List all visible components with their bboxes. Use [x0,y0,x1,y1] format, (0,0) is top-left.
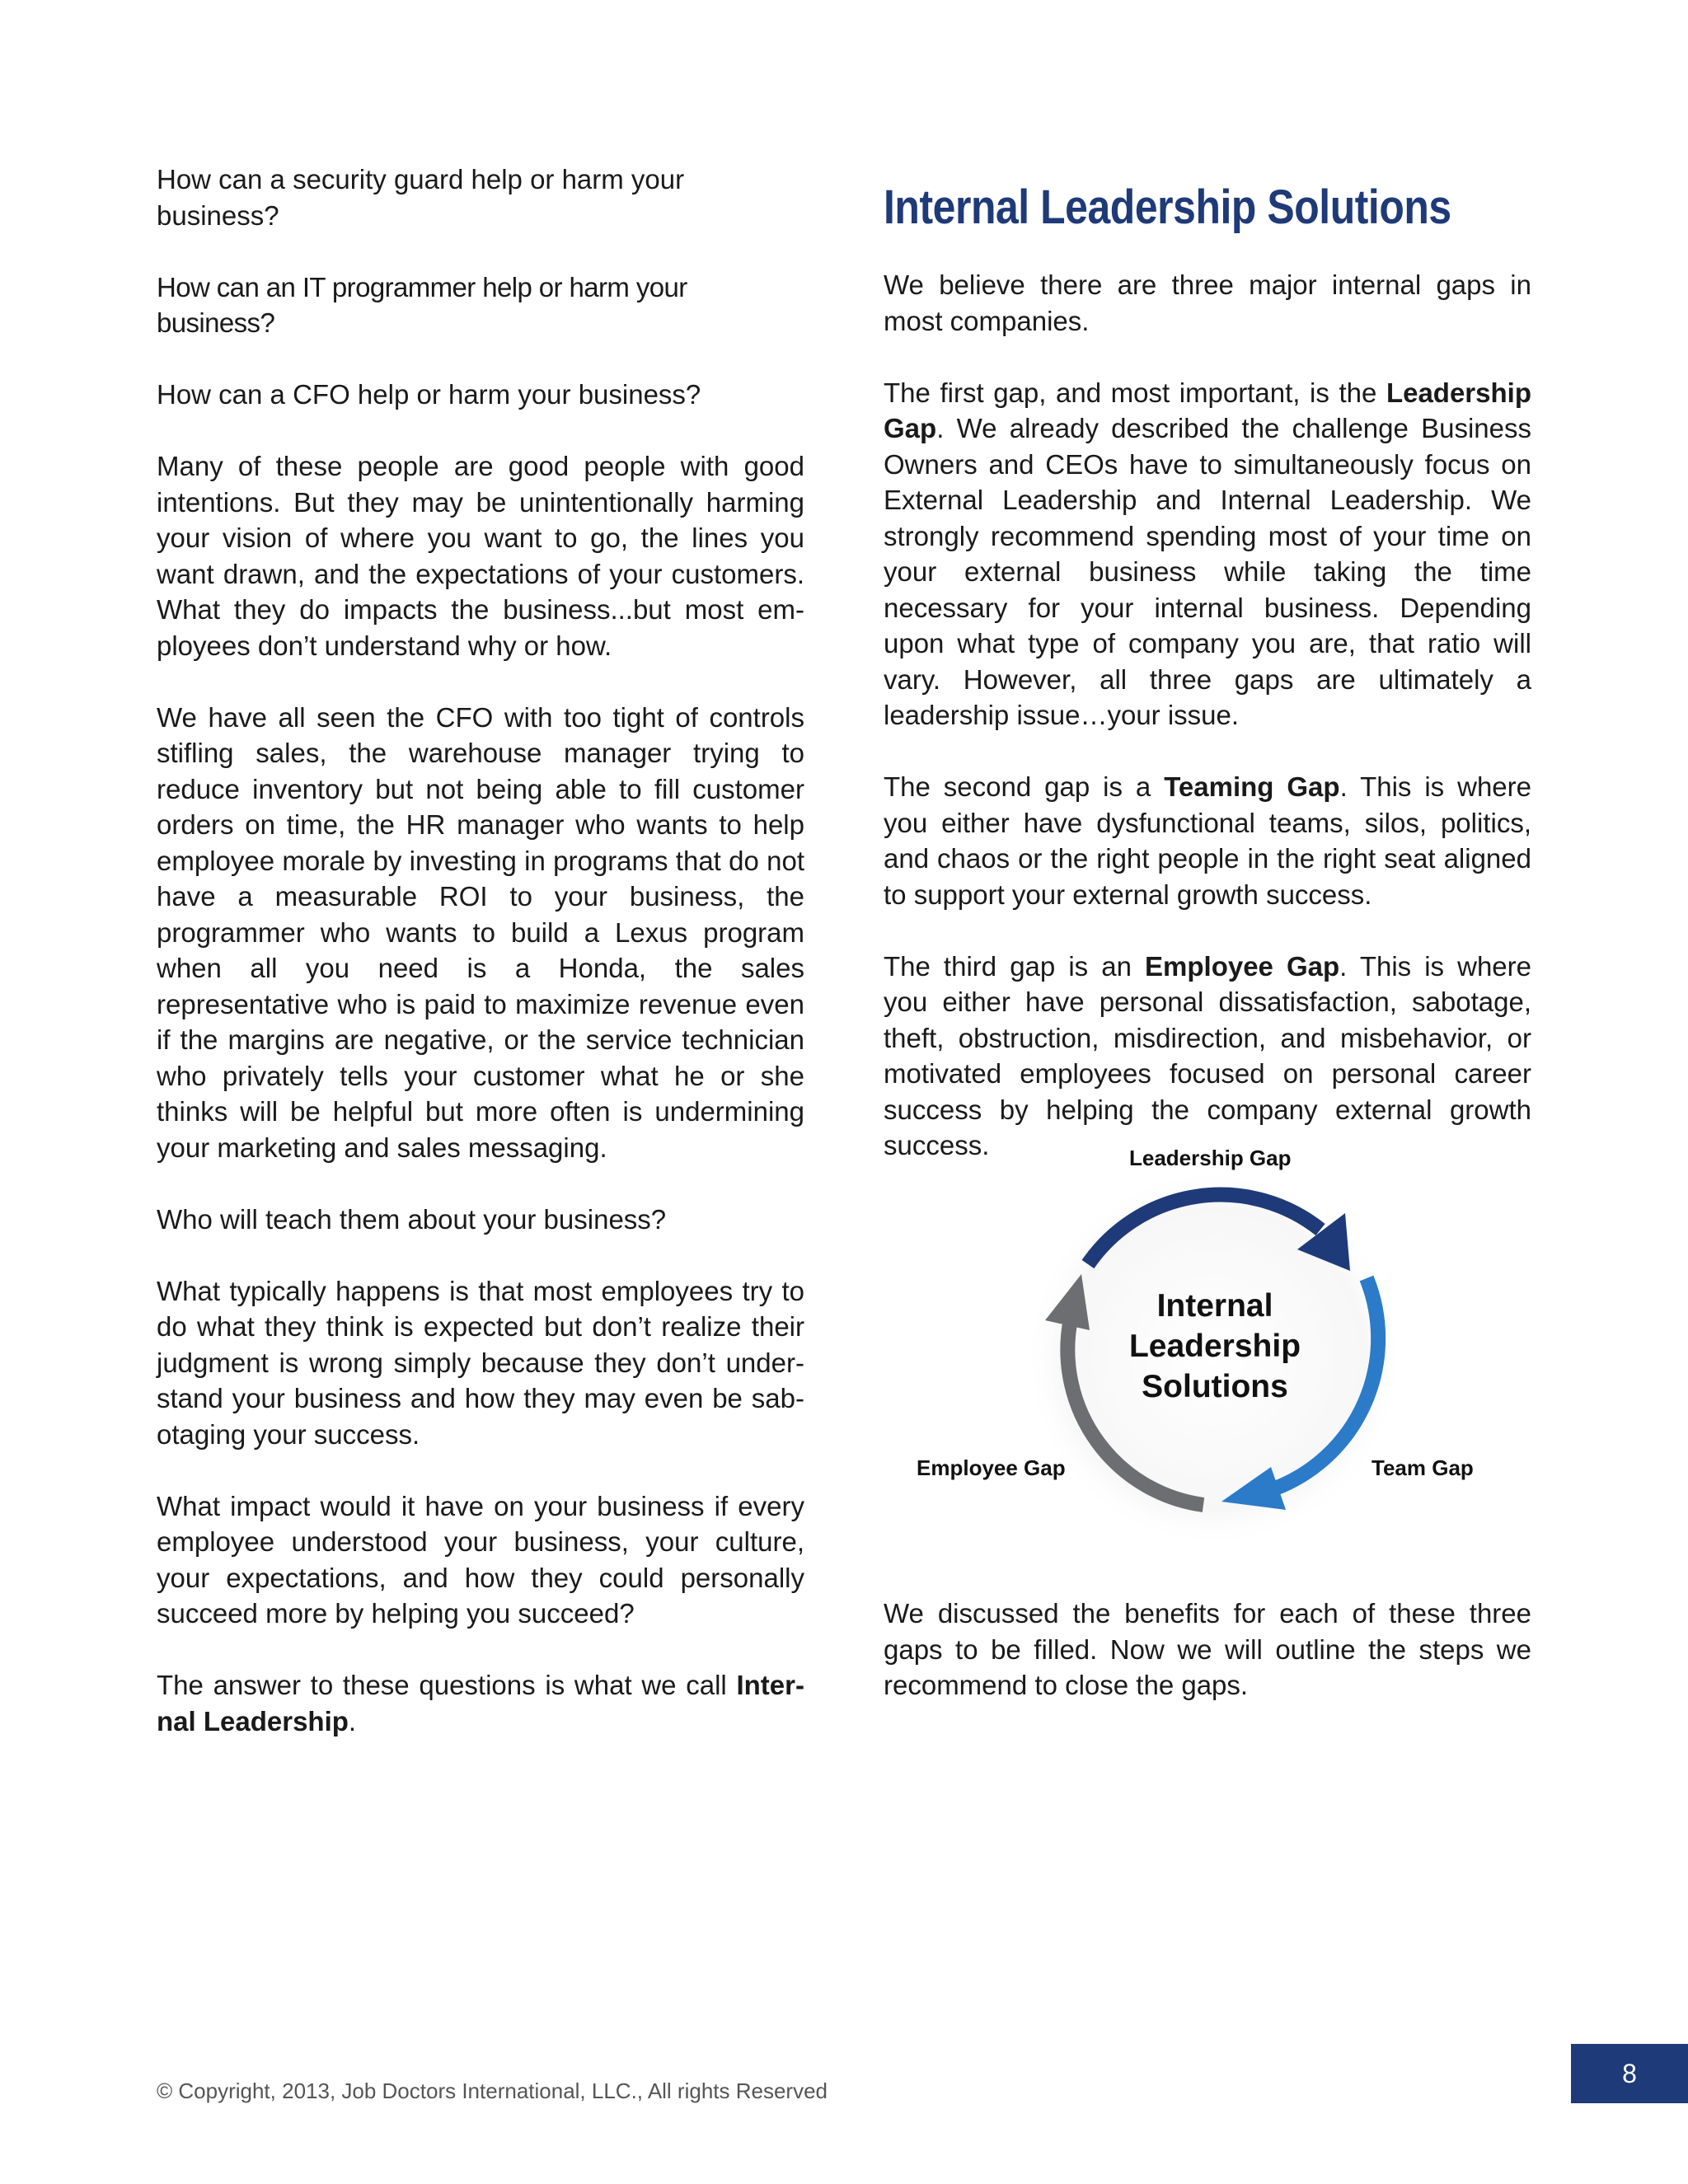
gap3-body: . This is where you either have personal dissatisfaction, sabotage, theft, obstruction, misdirection, and misbehavior, or motivated employees focused on personal career success by helping the company external growth success. [884,950,1532,1160]
gap2-body: . This is where you either have dysfunctional teams, silos, politics, and chaos or the right people in the right seat aligned to support your external growth success. [884,771,1531,910]
paragraph-what-happens: What typically happens is that most employees try to do what they think is expected but don’t realize their judgment is wrong simply because they don’t understand your business and how they may even be sabotaging your success. [157,1275,804,1450]
paragraph-leadership-gap [884,375,1531,733]
gap1-body: . We already described the challenge Business Owners and CEOs have to simultaneously focus on External Leadership and Internal Leadership. We strongly recommend spending most of your time on your external business while taking the time necessary for your internal business. Depending upon what type of company you are, that ratio will vary. However, all three gaps are ultimately a leadership issue…your issue. [884,413,1531,730]
diagram-center-title [1108,1286,1322,1407]
closing-block [884,1596,1531,1704]
paragraph-good-intentions: Many of these people are good people with good intentions. But they may be unintentionally harming your vision of where you want to go, the lines you want drawn, and the expectations of your customers. What they do impacts the business...but most employees don’t understand why or how. [157,451,804,661]
paragraph-teaming-gap [884,769,1531,912]
paragraph-impact: What impact would it have on your business if every employee understood your business, your culture, your expectations, and how they could personally succeed more by helping you succeed? [157,1490,804,1629]
paragraph-answer [157,1667,804,1739]
copyright-footer: © Copyright, 2013, Job Doctors International, LLC., All rights Reserved [157,2079,828,2103]
gap1-emphasis: Leadership Gap [884,377,1531,443]
paragraph-employee-gap [884,949,1531,1164]
center-line-1: Internal [1156,1288,1273,1324]
question-security-guard: How can a security guard help or harm your business? [157,164,685,231]
right-column [884,176,1531,1199]
label-leadership-gap: Leadership Gap [1129,1146,1292,1170]
paragraph-closing: We discussed the benefits for each of these three gaps to be filled. Now we will outline the steps we recommend to close the gaps. [884,1598,1531,1700]
gap2-text: The second gap is a [884,771,1165,802]
label-team-gap: Team Gap [1372,1455,1474,1480]
question-who-will-teach: Who will teach them about your business? [157,1203,667,1235]
gap3-text: The third gap is an [884,950,1146,982]
gap1-text: The first gap, and most important, is the [884,377,1386,408]
center-line-2: Leadership [1128,1329,1301,1364]
question-it-programmer: How can an IT programmer help or harm your business? [157,271,687,338]
page-number: 8 [1571,2044,1688,2103]
gap-cycle-diagram [884,1134,1531,1546]
center-line-3: Solutions [1142,1369,1288,1404]
gap2-emphasis: Teaming Gap [1164,771,1340,802]
answer-text: The answer to these questions is what we call [157,1670,737,1700]
section-heading: Internal Leadership Solutions [884,180,1451,234]
gap3-emphasis: Employee Gap [1145,950,1340,982]
paragraph-examples: We have all seen the CFO with too tight of controls stifling sales, the warehouse manager trying to reduce inventory but not being able to fill customer orders on time, the HR manager who wants to help employee morale by investing in programs that do not have a measurable ROI to your business, the programmer who wants to build a Lexus program when all you need is a Honda, the sales representative who is paid to maximize revenue even if the margins are negative, or the service technician who privately tells your customer what he or she thinks will be helpful but more often is undermining your marketing and sales messaging. [157,701,804,1163]
label-employee-gap: Employee Gap [917,1455,1066,1480]
question-cfo: How can a CFO help or harm your business? [157,379,701,410]
answer-period: . [348,1705,357,1736]
paragraph-intro: We believe there are three major internal gaps in most companies. [884,269,1531,336]
answer-emphasis: Internal Leadership [157,1670,804,1736]
left-column [157,162,804,1775]
